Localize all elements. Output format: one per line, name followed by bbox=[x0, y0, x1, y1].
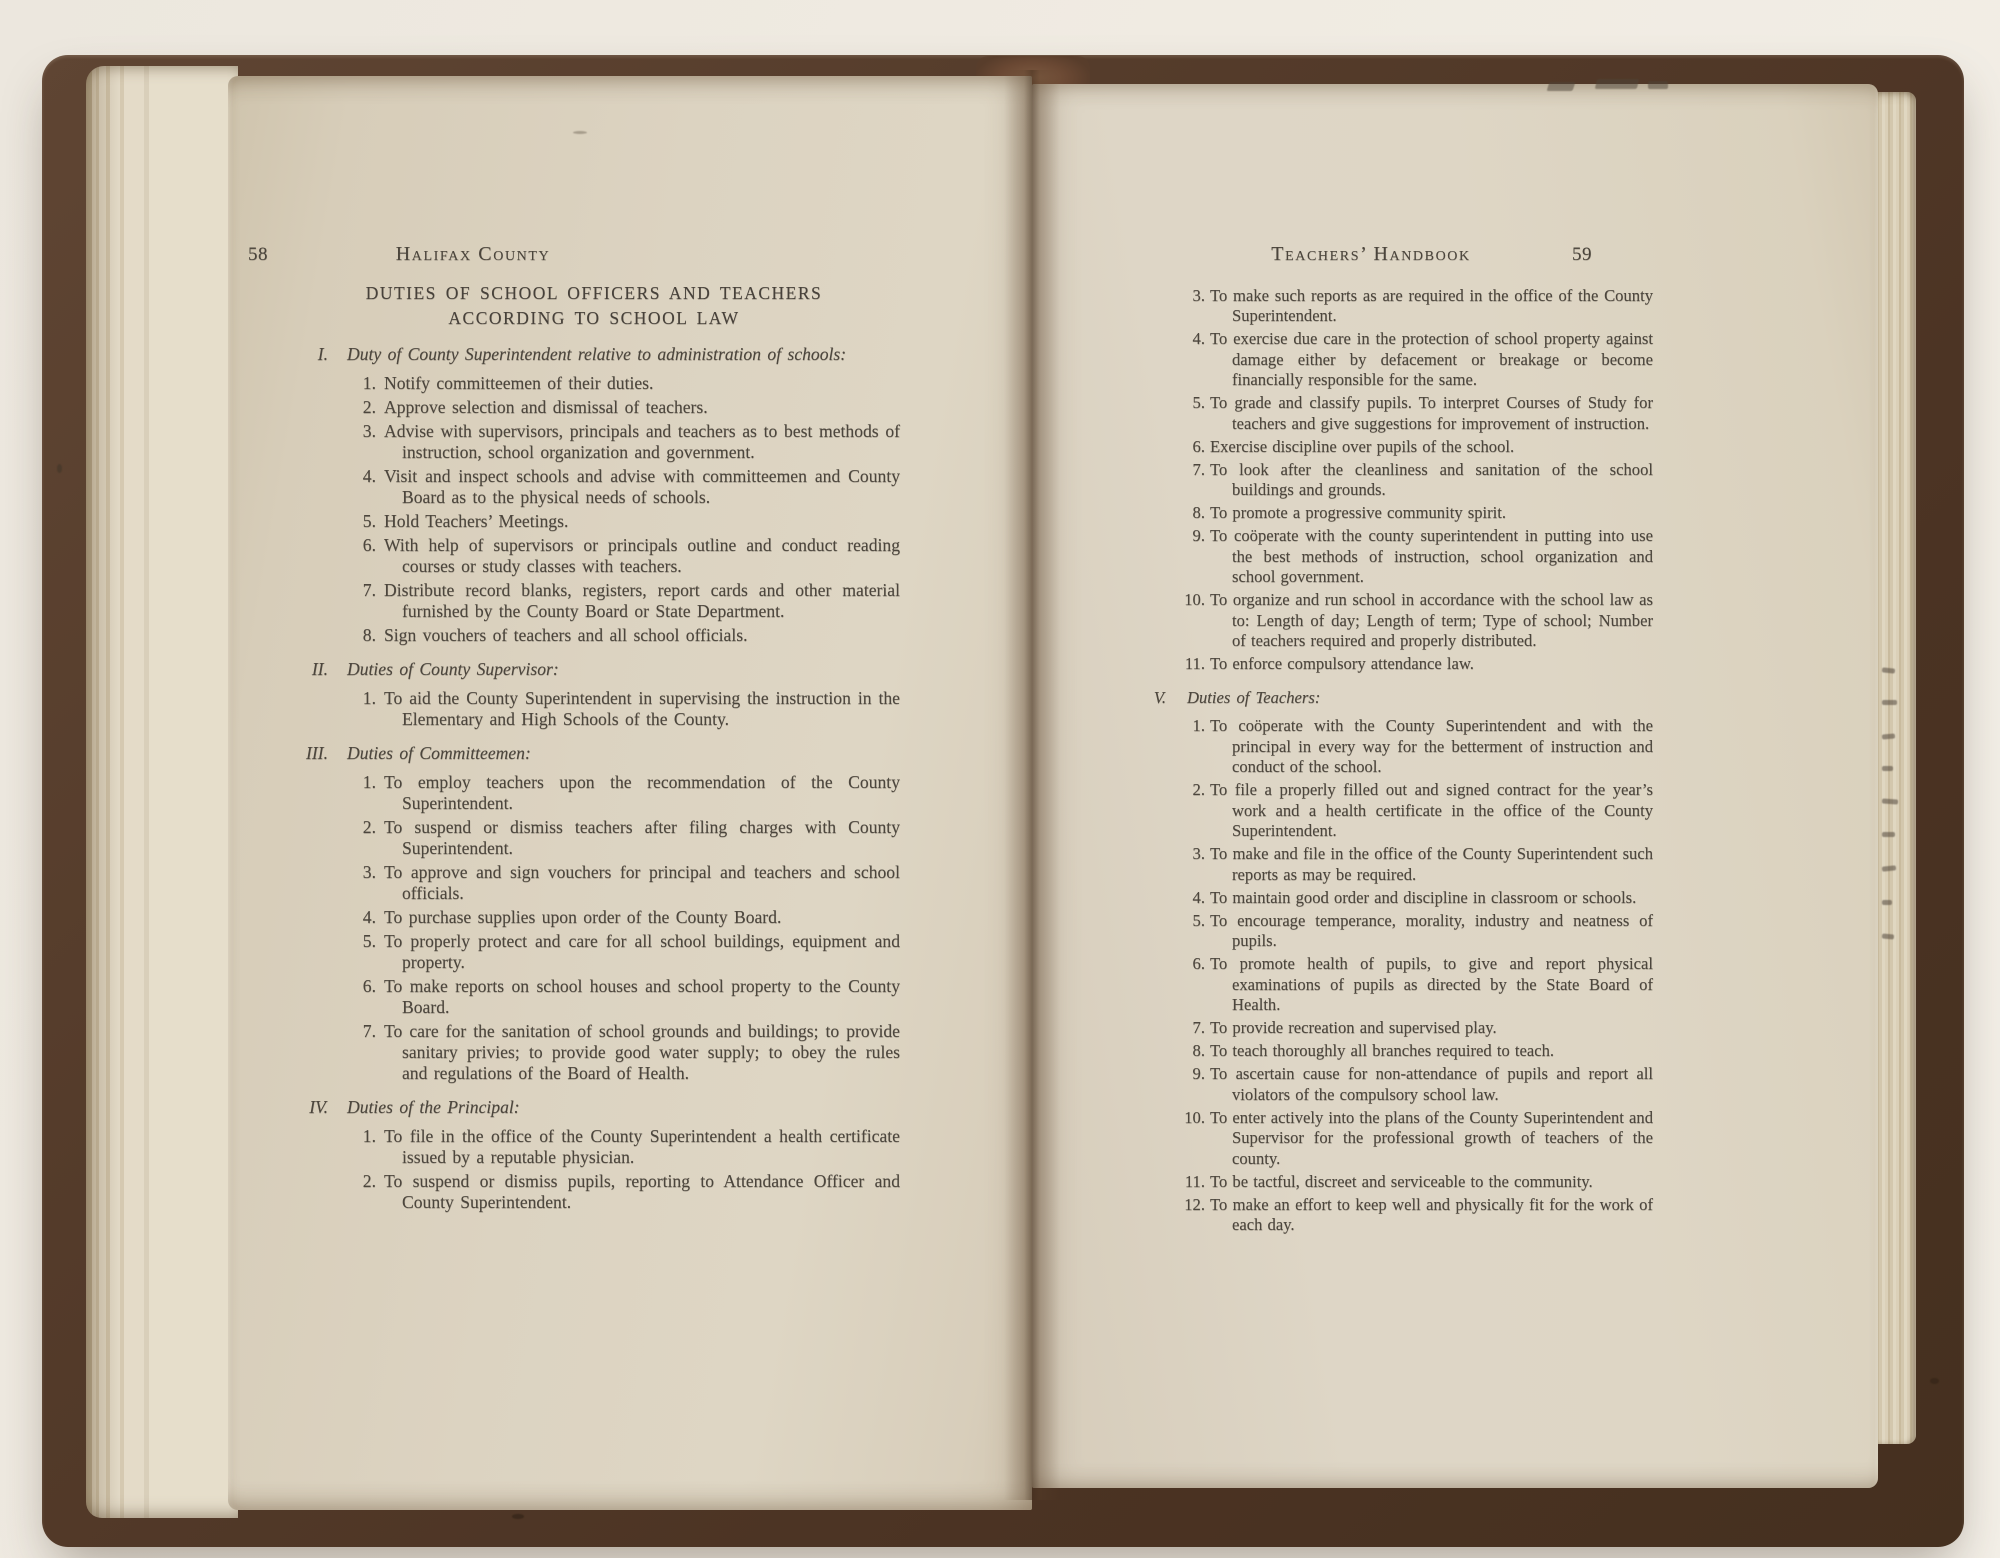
list-item bbox=[288, 511, 900, 532]
list-item bbox=[288, 466, 900, 508]
list-item bbox=[288, 625, 900, 646]
left-page-text bbox=[288, 281, 900, 1213]
item-number: 1. bbox=[362, 772, 376, 792]
section-title: Duties of County Supervisor: bbox=[347, 659, 559, 679]
fore-edge-stamp-mark bbox=[1882, 900, 1892, 905]
item-text: To enforce compulsory attendance law. bbox=[1210, 654, 1474, 673]
item-number: 7. bbox=[1192, 459, 1205, 479]
item-number: 6. bbox=[362, 976, 376, 996]
list-item bbox=[288, 931, 900, 973]
list-item bbox=[288, 907, 900, 928]
item-text: To employ teachers upon the recommendation of the County Superintendent. bbox=[384, 772, 900, 813]
item-text: To provide recreation and supervised play. bbox=[1210, 1018, 1497, 1037]
item-text: To make an effort to keep well and physically fit for the work of each day. bbox=[1210, 1194, 1653, 1234]
list-item bbox=[288, 397, 900, 418]
section-numeral: I. bbox=[317, 344, 328, 364]
list-item bbox=[288, 688, 900, 730]
item-text: To encourage temperance, morality, industry and neatness of pupils. bbox=[1210, 910, 1653, 950]
fore-edge-stamp-mark bbox=[1882, 933, 1894, 939]
section-numeral: II. bbox=[311, 659, 328, 679]
item-text: To coöperate with the county superintendent in putting into use the best methods of instruction, school organization and school government. bbox=[1210, 526, 1653, 586]
top-edge-stamp-mark bbox=[1547, 82, 1576, 91]
item-text: To promote a progressive community spirit. bbox=[1210, 503, 1507, 522]
section-numeral: V. bbox=[1153, 687, 1166, 707]
section-title: Duties of Teachers: bbox=[1187, 687, 1321, 707]
item-number: 2. bbox=[362, 817, 376, 837]
item-number: 2. bbox=[1192, 780, 1205, 799]
section-title: Duties of Committeemen: bbox=[347, 743, 531, 763]
item-number: 9. bbox=[1192, 526, 1205, 545]
list-item bbox=[288, 1171, 900, 1213]
list-item bbox=[1126, 1108, 1653, 1170]
item-number: 11. bbox=[1184, 1171, 1205, 1191]
item-number: 1. bbox=[362, 1126, 376, 1146]
item-number: 8. bbox=[1192, 1041, 1205, 1060]
list-item bbox=[288, 1021, 900, 1084]
item-text: Visit and inspect schools and advise with committeemen and County Board as to the physical needs of schools. bbox=[384, 466, 900, 507]
top-edge-stamp-mark bbox=[1595, 79, 1639, 89]
item-text: To properly protect and care for all school buildings, equipment and property. bbox=[384, 931, 900, 972]
chapter-title-line2: ACCORDING TO SCHOOL LAW bbox=[448, 308, 740, 328]
item-text: To purchase supplies upon order of the County Board. bbox=[384, 907, 782, 927]
page-number-left: 58 bbox=[248, 244, 268, 265]
item-number: 9. bbox=[1192, 1064, 1205, 1083]
paper-speck bbox=[57, 464, 62, 473]
item-text: To suspend or dismiss teachers after filing charges with County Superintendent. bbox=[384, 817, 900, 858]
list-item bbox=[288, 373, 900, 394]
item-text: To exercise due care in the protection of school property against damage either by defacement or breakage or become financially responsible for the same. bbox=[1210, 329, 1653, 389]
list-item bbox=[288, 862, 900, 904]
item-number: 3. bbox=[362, 421, 376, 441]
list-item bbox=[1126, 780, 1653, 842]
list-item bbox=[1126, 844, 1653, 885]
item-text: To aid the County Superintendent in supervising the instruction in the Elementary and High Schools of the County. bbox=[384, 688, 900, 729]
section-title: Duties of the Principal: bbox=[347, 1097, 520, 1117]
item-number: 5. bbox=[1192, 910, 1205, 930]
item-text: To care for the sanitation of school grounds and buildings; to provide sanitary privies; to provide good water supply; to obey the rules and regulations of the Board of Health. bbox=[384, 1021, 900, 1083]
item-text: To make reports on school houses and school property to the County Board. bbox=[384, 976, 900, 1017]
list-item bbox=[288, 772, 900, 814]
item-text: To ascertain cause for non-attendance of pupils and report all violators of the compulsory school law. bbox=[1210, 1064, 1653, 1104]
list-item bbox=[1126, 503, 1653, 524]
list-item bbox=[1126, 911, 1653, 952]
list-item bbox=[1126, 437, 1653, 458]
list-item bbox=[1126, 1195, 1653, 1236]
chapter-title bbox=[288, 281, 900, 331]
item-text: Notify committeemen of their duties. bbox=[384, 373, 654, 393]
item-number: 12. bbox=[1184, 1194, 1205, 1214]
item-number: 7. bbox=[362, 1021, 376, 1041]
item-number: 6. bbox=[1192, 436, 1205, 456]
item-number: 5. bbox=[1192, 393, 1205, 412]
fore-edge-stamp-mark bbox=[1882, 798, 1898, 804]
list-item bbox=[1126, 329, 1653, 391]
item-number: 5. bbox=[362, 931, 376, 951]
list-item bbox=[1126, 716, 1653, 778]
item-number: 4. bbox=[362, 907, 376, 927]
item-number: 1. bbox=[362, 373, 376, 393]
item-number: 4. bbox=[1192, 329, 1205, 348]
item-number: 3. bbox=[1192, 285, 1205, 305]
list-item bbox=[1126, 526, 1653, 588]
list-item bbox=[1126, 1018, 1653, 1039]
item-text: To look after the cleanliness and sanitation of the school buildings and grounds. bbox=[1210, 459, 1653, 499]
item-number: 4. bbox=[362, 466, 376, 486]
list-item bbox=[1126, 954, 1653, 1016]
item-number: 1. bbox=[1192, 716, 1205, 735]
item-text: Exercise discipline over pupils of the school. bbox=[1210, 436, 1515, 456]
section-numeral: IV. bbox=[309, 1097, 328, 1117]
fore-edge-stamp-mark bbox=[1882, 700, 1897, 705]
item-text: To maintain good order and discipline in classroom or schools. bbox=[1210, 887, 1637, 907]
item-text: To be tactful, discreet and serviceable to the community. bbox=[1210, 1171, 1593, 1191]
section-heading bbox=[288, 659, 900, 680]
list-item bbox=[1126, 393, 1653, 434]
top-edge-stamp-mark bbox=[1648, 81, 1668, 89]
item-number: 5. bbox=[362, 511, 376, 531]
list-item bbox=[288, 580, 900, 622]
running-head-left: Halifax County bbox=[395, 243, 551, 265]
list-item bbox=[288, 421, 900, 463]
item-text: Sign vouchers of teachers and all school officials. bbox=[384, 625, 748, 645]
item-number: 2. bbox=[362, 1171, 376, 1191]
list-item bbox=[288, 817, 900, 859]
item-number: 10. bbox=[1184, 590, 1205, 609]
list-item bbox=[1126, 590, 1653, 652]
section-heading bbox=[288, 743, 900, 764]
item-text: To make and file in the office of the County Superintendent such reports as may be required. bbox=[1210, 844, 1653, 884]
item-number: 7. bbox=[1192, 1018, 1205, 1037]
right-page-sections bbox=[1126, 286, 1653, 1236]
list-item bbox=[1126, 460, 1653, 501]
section-heading bbox=[288, 1097, 900, 1118]
item-number: 2. bbox=[362, 397, 376, 417]
item-text: To teach thoroughly all branches required to teach. bbox=[1210, 1041, 1555, 1060]
section-heading bbox=[288, 344, 900, 365]
list-item bbox=[1126, 286, 1653, 327]
item-number: 8. bbox=[1192, 503, 1205, 522]
list-item bbox=[1126, 654, 1653, 675]
item-number: 1. bbox=[362, 688, 376, 708]
fore-edge-stamp-mark bbox=[1882, 832, 1895, 837]
item-text: To organize and run school in accordance with the school law as to: Length of day; Length of term; Type of school; Number of teachers required and properly distributed. bbox=[1210, 590, 1653, 650]
item-text: Approve selection and dismissal of teachers. bbox=[384, 397, 708, 417]
list-item bbox=[1126, 1041, 1653, 1062]
item-number: 7. bbox=[362, 580, 376, 600]
right-fore-edge bbox=[1874, 92, 1916, 1444]
running-head-right: Teachers’ Handbook bbox=[1271, 243, 1471, 265]
item-number: 6. bbox=[1192, 954, 1205, 973]
list-item bbox=[288, 535, 900, 577]
list-item bbox=[1126, 888, 1653, 909]
item-text: With help of supervisors or principals outline and conduct reading courses or study classes with teachers. bbox=[384, 535, 900, 576]
section-title: Duty of County Superintendent relative to administration of schools: bbox=[347, 344, 847, 364]
item-text: To promote health of pupils, to give and report physical examinations of pupils as directed by the State Board of Health. bbox=[1210, 954, 1653, 1014]
paper-speck bbox=[512, 1514, 524, 1519]
item-number: 6. bbox=[362, 535, 376, 555]
page-number-right: 59 bbox=[1572, 244, 1592, 265]
item-text: To make such reports as are required in the office of the County Superintendent. bbox=[1210, 285, 1653, 325]
item-text: To suspend or dismiss pupils, reporting to Attendance Officer and County Superintendent. bbox=[384, 1171, 900, 1212]
item-text: Advise with supervisors, principals and teachers as to best methods of instruction, school organization and government. bbox=[384, 421, 900, 462]
list-item bbox=[288, 1126, 900, 1168]
right-page-text bbox=[1126, 283, 1653, 1236]
left-page-sections bbox=[288, 344, 900, 1213]
item-number: 11. bbox=[1184, 654, 1205, 673]
item-number: 10. bbox=[1184, 1107, 1205, 1127]
list-item bbox=[1126, 1064, 1653, 1105]
item-text: To file a properly filled out and signed contract for the year’s work and a health certificate in the office of the County Superintendent. bbox=[1210, 780, 1653, 840]
item-number: 3. bbox=[362, 862, 376, 882]
item-number: 8. bbox=[362, 625, 376, 645]
item-text: To approve and sign vouchers for principal and teachers and school officials. bbox=[384, 862, 900, 903]
section-heading bbox=[1126, 688, 1653, 709]
section-numeral: III. bbox=[306, 743, 328, 763]
fore-edge-stamp-mark bbox=[1882, 766, 1893, 771]
item-text: To file in the office of the County Superintendent a health certificate issued by a reputable physician. bbox=[384, 1126, 900, 1167]
paper-speck bbox=[573, 131, 587, 134]
item-text: To grade and classify pupils. To interpret Courses of Study for teachers and give suggestions for improvement of instruction. bbox=[1210, 393, 1653, 433]
list-item bbox=[288, 976, 900, 1018]
list-item bbox=[1126, 1172, 1653, 1193]
chapter-title-line1: DUTIES OF SCHOOL OFFICERS AND TEACHERS bbox=[365, 283, 823, 303]
item-text: To coöperate with the County Superintendent and with the principal in every way for the betterment of instruction and conduct of the school. bbox=[1210, 716, 1653, 776]
item-text: To enter actively into the plans of the County Superintendent and Supervisor for the professional growth of teachers of the county. bbox=[1210, 1107, 1653, 1168]
item-number: 3. bbox=[1192, 844, 1205, 863]
left-page-stack-edge bbox=[86, 66, 238, 1518]
item-text: Distribute record blanks, registers, report cards and other material furnished by the County Board or State Department. bbox=[384, 580, 900, 621]
paper-speck bbox=[1930, 1378, 1939, 1384]
item-text: Hold Teachers’ Meetings. bbox=[384, 511, 569, 531]
item-number: 4. bbox=[1192, 887, 1205, 907]
